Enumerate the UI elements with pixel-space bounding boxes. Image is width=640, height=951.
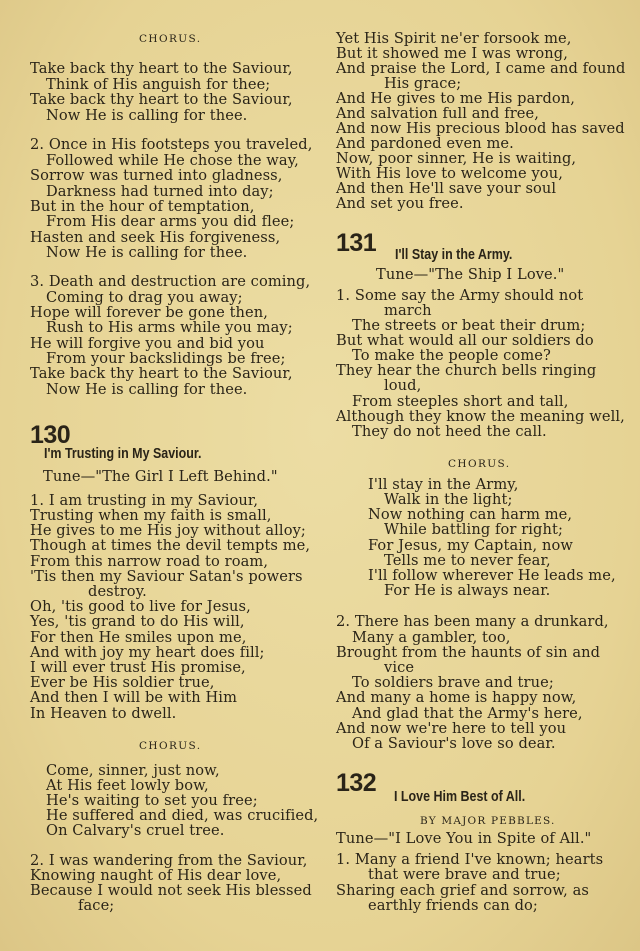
text-line: His grace; <box>384 75 462 92</box>
text-line: And now His precious blood has saved <box>336 120 625 137</box>
text-line: And set you free. <box>336 195 464 212</box>
text-line: destroy. <box>88 583 147 600</box>
text-line: Take back thy heart to the Saviour, <box>30 60 293 77</box>
text-line: To make the people come? <box>352 347 551 364</box>
text-line: The streets or beat their drum; <box>352 317 586 334</box>
text-line: Though at times the devil tempts me, <box>30 537 311 554</box>
text-line: 'Tis then my Saviour Satan's powers <box>30 568 303 585</box>
text-line: Now, poor sinner, He is waiting, <box>336 150 577 167</box>
text-line: From your backslidings be free; <box>46 350 286 367</box>
hymn-number: 131 <box>336 229 377 257</box>
text-line: And then I will be with Him <box>30 689 238 706</box>
text-line: He will forgive you and bid you <box>30 335 265 352</box>
text-line: And salvation full and free, <box>336 105 540 122</box>
text-line: Sorrow was turned into gladness, <box>30 167 283 184</box>
text-line: But in the hour of temptation, <box>30 198 255 215</box>
text-line: But it showed me I was wrong, <box>336 45 568 62</box>
text-line: face; <box>78 897 115 914</box>
hymn-title: I'm Trusting in My Saviour. <box>44 446 202 462</box>
text-line: march <box>384 302 432 319</box>
text-line: From His dear arms you did flee; <box>46 213 295 230</box>
text-line: vice <box>384 659 415 676</box>
text-line: They hear the church bells ringing <box>336 362 597 379</box>
text-line: Take back thy heart to the Saviour, <box>30 365 293 382</box>
text-line: While battling for right; <box>384 521 563 538</box>
text-line: Although they know the meaning well, <box>336 408 625 425</box>
text-line: And He gives to me His pardon, <box>336 90 576 107</box>
chorus-label: CHORUS. <box>139 740 202 752</box>
hymn-title: I Love Him Best of All. <box>394 789 526 805</box>
text-line: Yes, 'tis grand to do His will, <box>30 613 245 630</box>
text-line: And with joy my heart does fill; <box>30 644 265 661</box>
text-line: Trusting when my faith is small, <box>30 507 272 524</box>
text-line: He suffered and died, was crucified, <box>46 807 319 824</box>
text-line: 2. Once in His footsteps you traveled, <box>30 136 313 153</box>
text-line: earthly friends can do; <box>368 897 538 914</box>
text-line: Come, sinner, just now, <box>46 762 220 779</box>
text-line: Brought from the haunts of sin and <box>336 644 601 661</box>
hymn-number: 132 <box>336 769 377 797</box>
text-line: Rush to His arms while you may; <box>46 319 293 336</box>
text-line: Now He is calling for thee. <box>46 381 248 398</box>
text-line: 2. There has been many a drunkard, <box>336 613 609 630</box>
text-line: 1. Some say the Army should not <box>336 287 584 304</box>
text-line: Of a Saviour's love so dear. <box>352 735 556 752</box>
text-line: Hasten and seek His forgiveness, <box>30 229 281 246</box>
hymn-title: I'll Stay in the Army. <box>395 247 513 263</box>
text-line: Yet His Spirit ne'er forsook me, <box>336 30 572 47</box>
text-line: I'll stay in the Army, <box>368 476 519 493</box>
text-line: From steeples short and tall, <box>352 393 569 410</box>
text-line: From this narrow road to roam, <box>30 553 269 570</box>
text-line: Many a gambler, too, <box>352 629 511 646</box>
text-line: that were brave and true; <box>368 866 561 883</box>
text-line: Now nothing can harm me, <box>368 506 573 523</box>
text-line: Take back thy heart to the Saviour, <box>30 91 293 108</box>
text-line: Sharing each grief and sorrow, as <box>336 882 589 899</box>
text-line: And praise the Lord, I came and found <box>336 60 626 77</box>
text-line: On Calvary's cruel tree. <box>46 822 225 839</box>
text-line: At His feet lowly bow, <box>46 777 209 794</box>
chorus-label: CHORUS. <box>139 33 202 45</box>
text-line: Ever be His soldier true, <box>30 674 215 691</box>
text-line: Hope will forever be gone then, <box>30 304 269 321</box>
text-line: Tells me to never fear, <box>384 552 551 569</box>
text-line: Coming to drag you away; <box>46 289 243 306</box>
text-line: Now He is calling for thee. <box>46 107 248 124</box>
text-line: To soldiers brave and true; <box>352 674 554 691</box>
text-line: And glad that the Army's here, <box>352 705 583 722</box>
text-line: Walk in the light; <box>384 491 513 508</box>
text-line: Followed while He chose the way, <box>46 152 299 169</box>
text-line: loud, <box>384 377 422 394</box>
text-line: In Heaven to dwell. <box>30 705 177 722</box>
text-line: And now we're here to tell you <box>336 720 567 737</box>
text-line: With His love to welcome you, <box>336 165 563 182</box>
text-line: Knowing naught of His dear love, <box>30 867 282 884</box>
text-line: Oh, 'tis good to live for Jesus, <box>30 598 251 615</box>
chorus-label: CHORUS. <box>448 458 511 470</box>
text-line: Think of His anguish for thee; <box>46 76 271 93</box>
text-line: 3. Death and destruction are coming, <box>30 273 311 290</box>
text-line: 2. I was wandering from the Saviour, <box>30 852 308 869</box>
text-line: And pardoned even me. <box>336 135 514 152</box>
text-line: He's waiting to set you free; <box>46 792 258 809</box>
hymn-number: 130 <box>30 421 71 449</box>
text-line: He gives to me His joy without alloy; <box>30 522 306 539</box>
text-line: But what would all our soldiers do <box>336 332 594 349</box>
text-line: For then He smiles upon me, <box>30 629 247 646</box>
text-line: Because I would not seek His blessed <box>30 882 312 899</box>
text-line: Now He is calling for thee. <box>46 244 248 261</box>
byline: BY MAJOR PEBBLES. <box>420 815 556 827</box>
text-line: And many a home is happy now, <box>336 689 577 706</box>
text-line: And then He'll save your soul <box>336 180 557 197</box>
text-line: For He is always near. <box>384 582 551 599</box>
text-line: I will ever trust His promise, <box>30 659 246 676</box>
text-line: For Jesus, my Captain, now <box>368 537 573 554</box>
text-line: They do not heed the call. <box>352 423 547 440</box>
text-line: 1. Many a friend I've known; hearts <box>336 851 604 868</box>
text-line: Darkness had turned into day; <box>46 183 274 200</box>
tune-line: Tune—"The Ship I Love." <box>376 266 565 283</box>
text-line: I'll follow wherever He leads me, <box>368 567 616 584</box>
tune-line: Tune—"I Love You in Spite of All." <box>336 830 592 847</box>
text-line: 1. I am trusting in my Saviour, <box>30 492 259 509</box>
tune-line: Tune—"The Girl I Left Behind." <box>43 468 278 485</box>
